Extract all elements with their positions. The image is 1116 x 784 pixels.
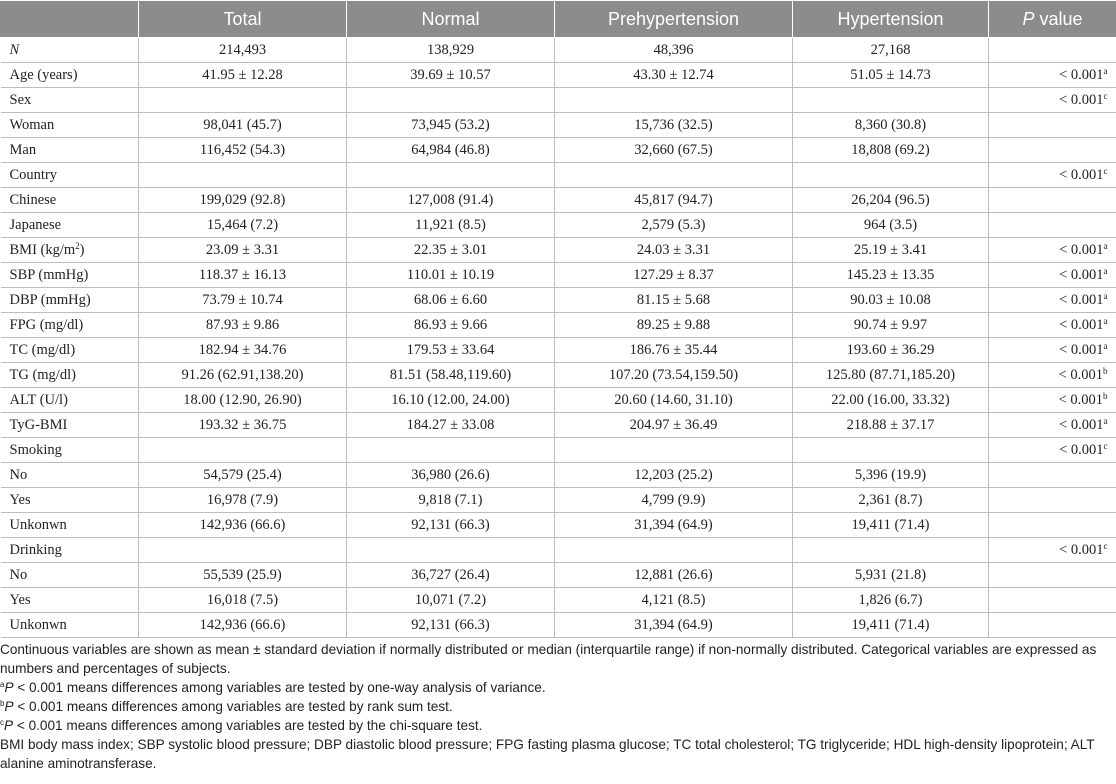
row-label: SBP (mmHg)	[1, 263, 139, 288]
table-row	[1, 538, 1116, 563]
cell-value: 20.60 (14.60, 31.10)	[555, 388, 793, 413]
table-row	[1, 188, 1116, 213]
cell-value	[793, 438, 989, 463]
row-label: Chinese	[1, 188, 139, 213]
cell-value: 16.10 (12.00, 24.00)	[347, 388, 555, 413]
cell-value: 81.15 ± 5.68	[555, 288, 793, 313]
cell-value: 193.32 ± 36.75	[139, 413, 347, 438]
cell-value: 16,978 (7.9)	[139, 488, 347, 513]
header-p-value	[989, 1, 1116, 38]
cell-value: 18.00 (12.90, 26.90)	[139, 388, 347, 413]
cell-p-value: < 0.001$^c$	[989, 438, 1116, 463]
table-row	[1, 488, 1116, 513]
cell-value	[347, 163, 555, 188]
cell-value	[555, 88, 793, 113]
footnote-item: $^a$P < 0.001 means differences among variables are tested by one-way analysis of variance.	[0, 680, 546, 695]
cell-value: 91.26 (62.91,138.20)	[139, 363, 347, 388]
row-label: TC (mg/dl)	[1, 338, 139, 363]
cell-value	[555, 438, 793, 463]
row-label: Smoking	[1, 438, 139, 463]
cell-value: 107.20 (73.54,159.50)	[555, 363, 793, 388]
cell-value	[139, 538, 347, 563]
table-row	[1, 213, 1116, 238]
cell-p-value: < 0.001$^a$	[989, 63, 1116, 88]
header-hypertension: Hypertension	[793, 1, 989, 38]
cell-value: 22.35 ± 3.01	[347, 238, 555, 263]
cell-value: 81.51 (58.48,119.60)	[347, 363, 555, 388]
cell-value: 10,071 (7.2)	[347, 588, 555, 613]
cell-p-value: < 0.001$^a$	[989, 413, 1116, 438]
cell-value: 9,818 (7.1)	[347, 488, 555, 513]
footnote-list	[0, 678, 1112, 735]
table-row	[1, 513, 1116, 538]
table-row	[1, 263, 1116, 288]
cell-p-value: < 0.001$^a$	[989, 263, 1116, 288]
row-label: No	[1, 463, 139, 488]
cell-value: 2,579 (5.3)	[555, 213, 793, 238]
cell-value: 4,121 (8.5)	[555, 588, 793, 613]
cell-value: 142,936 (66.6)	[139, 613, 347, 638]
header-row	[1, 1, 1116, 38]
cell-value: 18,808 (69.2)	[793, 138, 989, 163]
cell-value: 24.03 ± 3.31	[555, 238, 793, 263]
cell-p-value	[989, 613, 1116, 638]
cell-value: 214,493	[139, 38, 347, 63]
header-total: Total	[139, 1, 347, 38]
cell-value: 90.74 ± 9.97	[793, 313, 989, 338]
table-row	[1, 338, 1116, 363]
cell-value: 2,361 (8.7)	[793, 488, 989, 513]
cell-value	[793, 163, 989, 188]
row-label: TyG-BMI	[1, 413, 139, 438]
cell-value: 41.95 ± 12.28	[139, 63, 347, 88]
cell-value: 182.94 ± 34.76	[139, 338, 347, 363]
row-label: Age (years)	[1, 63, 139, 88]
table-row	[1, 388, 1116, 413]
row-label: Sex	[1, 88, 139, 113]
cell-value: 138,929	[347, 38, 555, 63]
cell-p-value	[989, 138, 1116, 163]
table-row	[1, 288, 1116, 313]
table-row	[1, 113, 1116, 138]
row-label: Unkonwn	[1, 513, 139, 538]
cell-p-value	[989, 463, 1116, 488]
cell-p-value	[989, 213, 1116, 238]
cell-value: 98,041 (45.7)	[139, 113, 347, 138]
cell-value: 39.69 ± 10.57	[347, 63, 555, 88]
cell-value: 12,881 (26.6)	[555, 563, 793, 588]
cell-value: 43.30 ± 12.74	[555, 63, 793, 88]
table-row	[1, 38, 1116, 63]
cell-value	[347, 438, 555, 463]
cell-p-value	[989, 513, 1116, 538]
cell-value: 73.79 ± 10.74	[139, 288, 347, 313]
cell-value: 218.88 ± 37.17	[793, 413, 989, 438]
row-label: TG (mg/dl)	[1, 363, 139, 388]
row-label: DBP (mmHg)	[1, 288, 139, 313]
cell-value: 68.06 ± 6.60	[347, 288, 555, 313]
cell-p-value: < 0.001$^a$	[989, 288, 1116, 313]
cell-value: 5,396 (19.9)	[793, 463, 989, 488]
header-normal: Normal	[347, 1, 555, 38]
row-label: Yes	[1, 488, 139, 513]
cell-value: 16,018 (7.5)	[139, 588, 347, 613]
table-row	[1, 438, 1116, 463]
cell-p-value: < 0.001$^a$	[989, 338, 1116, 363]
table-row	[1, 613, 1116, 638]
row-label: Woman	[1, 113, 139, 138]
row-label: No	[1, 563, 139, 588]
cell-p-value	[989, 563, 1116, 588]
cell-p-value	[989, 113, 1116, 138]
cell-value	[139, 163, 347, 188]
cell-value	[793, 538, 989, 563]
note-general: Continuous variables are shown as mean ± standard deviation if normally distributed or median (interquartile range) if non-normally distributed. Categorical variables are expressed as numbers and percentages of subjects.	[0, 642, 1097, 676]
cell-value: 87.93 ± 9.86	[139, 313, 347, 338]
cell-value: 193.60 ± 36.29	[793, 338, 989, 363]
cell-value	[555, 163, 793, 188]
cell-value: 125.80 (87.71,185.20)	[793, 363, 989, 388]
cell-value: 26,204 (96.5)	[793, 188, 989, 213]
header-p-rest: value	[1034, 8, 1083, 29]
cell-value: 90.03 ± 10.08	[793, 288, 989, 313]
cell-value	[347, 538, 555, 563]
cell-p-value: < 0.001$^c$	[989, 163, 1116, 188]
table-row	[1, 588, 1116, 613]
cell-value: 48,396	[555, 38, 793, 63]
cell-value: 73,945 (53.2)	[347, 113, 555, 138]
cell-value: 4,799 (9.9)	[555, 488, 793, 513]
row-label: Japanese	[1, 213, 139, 238]
cell-value: 51.05 ± 14.73	[793, 63, 989, 88]
cell-value: 12,203 (25.2)	[555, 463, 793, 488]
cell-value: 199,029 (92.8)	[139, 188, 347, 213]
footnote-item: $^b$P < 0.001 means differences among variables are tested by rank sum test.	[0, 699, 453, 714]
cell-value: 186.76 ± 35.44	[555, 338, 793, 363]
table-row	[1, 463, 1116, 488]
table-row	[1, 88, 1116, 113]
row-label: Man	[1, 138, 139, 163]
cell-value: 127,008 (91.4)	[347, 188, 555, 213]
row-label: FPG (mg/dl)	[1, 313, 139, 338]
cell-value: 8,360 (30.8)	[793, 113, 989, 138]
cell-value: 23.09 ± 3.31	[139, 238, 347, 263]
cell-value	[139, 438, 347, 463]
cell-p-value: < 0.001$^a$	[989, 238, 1116, 263]
cell-value: 15,736 (32.5)	[555, 113, 793, 138]
cell-p-value: < 0.001$^c$	[989, 88, 1116, 113]
row-label: Country	[1, 163, 139, 188]
cell-p-value	[989, 488, 1116, 513]
row-label: BMI $(kg/m^2)$	[1, 238, 139, 263]
cell-value: 184.27 ± 33.08	[347, 413, 555, 438]
cell-value: 92,131 (66.3)	[347, 513, 555, 538]
cell-value	[347, 88, 555, 113]
cell-value: 36,727 (26.4)	[347, 563, 555, 588]
cell-value: 36,980 (26.6)	[347, 463, 555, 488]
table-row	[1, 138, 1116, 163]
cell-value: 964 (3.5)	[793, 213, 989, 238]
table-row	[1, 63, 1116, 88]
cell-p-value: < 0.001$^b$	[989, 388, 1116, 413]
cell-value: 92,131 (66.3)	[347, 613, 555, 638]
row-label: Yes	[1, 588, 139, 613]
cell-p-value: < 0.001$^b$	[989, 363, 1116, 388]
cell-value: 1,826 (6.7)	[793, 588, 989, 613]
table-body	[1, 38, 1116, 638]
cell-value: 64,984 (46.8)	[347, 138, 555, 163]
cell-value: 15,464 (7.2)	[139, 213, 347, 238]
cell-value: 54,579 (25.4)	[139, 463, 347, 488]
table-row	[1, 163, 1116, 188]
row-label: N	[1, 38, 139, 63]
cell-p-value: < 0.001$^c$	[989, 538, 1116, 563]
table-row	[1, 238, 1116, 263]
footnote-item: $^c$P < 0.001 means differences among variables are tested by the chi-square test.	[0, 718, 483, 733]
cell-value: 142,936 (66.6)	[139, 513, 347, 538]
cell-value	[139, 88, 347, 113]
cell-value: 179.53 ± 33.64	[347, 338, 555, 363]
cell-value: 22.00 (16.00, 33.32)	[793, 388, 989, 413]
cell-value: 31,394 (64.9)	[555, 513, 793, 538]
table-row	[1, 413, 1116, 438]
note-abbreviations: BMI body mass index; SBP systolic blood pressure; DBP diastolic blood pressure; FPG fasting plasma glucose; TC total cholesterol; TG triglyceride; HDL high-density lipoprotein; ALT alanine aminotransferase.	[0, 737, 1095, 771]
cell-value: 118.37 ± 16.13	[139, 263, 347, 288]
cell-value: 19,411 (71.4)	[793, 613, 989, 638]
cell-value: 5,931 (21.8)	[793, 563, 989, 588]
header-blank	[1, 1, 139, 38]
row-label: ALT (U/l)	[1, 388, 139, 413]
cell-value: 55,539 (25.9)	[139, 563, 347, 588]
header-prehypertension: Prehypertension	[555, 1, 793, 38]
cell-value: 31,394 (64.9)	[555, 613, 793, 638]
cell-value: 89.25 ± 9.88	[555, 313, 793, 338]
header-p-italic: P	[1022, 8, 1035, 29]
cell-value: 145.23 ± 13.35	[793, 263, 989, 288]
cell-value: 11,921 (8.5)	[347, 213, 555, 238]
cell-p-value	[989, 188, 1116, 213]
cell-p-value	[989, 38, 1116, 63]
row-label: Drinking	[1, 538, 139, 563]
cell-value: 86.93 ± 9.66	[347, 313, 555, 338]
cell-value	[793, 88, 989, 113]
cell-value: 116,452 (54.3)	[139, 138, 347, 163]
cell-p-value: < 0.001$^a$	[989, 313, 1116, 338]
row-label: Unkonwn	[1, 613, 139, 638]
table-row	[1, 563, 1116, 588]
cell-value: 19,411 (71.4)	[793, 513, 989, 538]
cell-p-value	[989, 588, 1116, 613]
cell-value: 27,168	[793, 38, 989, 63]
table-row	[1, 313, 1116, 338]
cell-value: 32,660 (67.5)	[555, 138, 793, 163]
cell-value: 204.97 ± 36.49	[555, 413, 793, 438]
table-notes	[0, 640, 1112, 773]
cell-value: 25.19 ± 3.41	[793, 238, 989, 263]
cell-value: 110.01 ± 10.19	[347, 263, 555, 288]
cell-value: 45,817 (94.7)	[555, 188, 793, 213]
cell-value	[555, 538, 793, 563]
cell-value: 127.29 ± 8.37	[555, 263, 793, 288]
table-row	[1, 363, 1116, 388]
